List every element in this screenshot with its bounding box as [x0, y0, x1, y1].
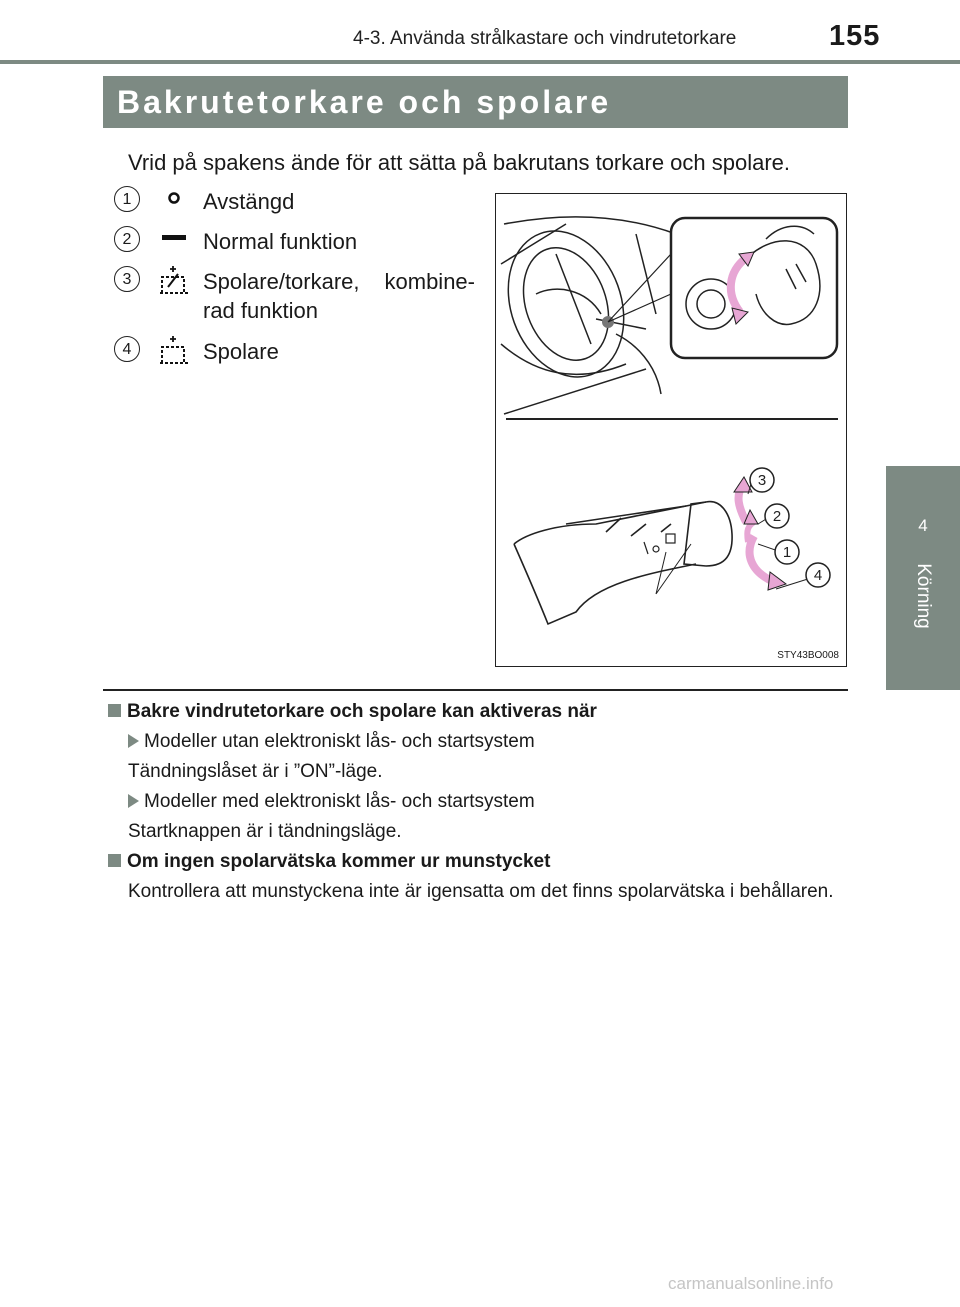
running-header-section: 4-3. Använda strålkastare och vindrutetorkare	[353, 28, 737, 49]
triangle-bullet-icon	[128, 734, 139, 748]
note-heading-text: Bakre vindrutetorkare och spolare kan aktiveras när	[127, 701, 597, 722]
callout-label: 1	[782, 544, 792, 561]
item-text: Normal funktion	[203, 229, 358, 254]
normal-symbol-icon	[154, 226, 190, 254]
washer-wiper-symbol-icon	[154, 266, 190, 294]
triangle-bullet-icon	[128, 794, 139, 808]
item-number: 2	[114, 226, 140, 252]
item-text: Spolare	[203, 339, 279, 364]
lever-markings	[644, 534, 675, 554]
position-list	[114, 186, 474, 376]
note-bullet-text: Modeller utan elektroniskt lås- och startsystem	[144, 731, 535, 752]
note-heading	[108, 700, 848, 724]
item-number: 4	[114, 336, 140, 362]
note-heading-text: Om ingen spolarvätska kommer ur munstycket	[127, 851, 551, 872]
list-item	[114, 336, 474, 376]
note-heading	[108, 850, 848, 874]
chapter-label: Körning	[913, 563, 934, 629]
list-item	[114, 186, 474, 226]
square-bullet-icon	[108, 704, 121, 717]
section-rule	[103, 689, 848, 691]
callout-label: 3	[757, 472, 767, 489]
page-number: 155	[829, 20, 881, 52]
callout-label: 4	[813, 567, 823, 584]
note-paragraph: Kontrollera att munstyckena inte är igensatta om det finns spolarvätska i behållaren.	[128, 881, 834, 902]
item-text: Avstängd	[203, 189, 295, 214]
list-item	[114, 226, 474, 266]
header-rule	[0, 60, 960, 64]
item-text: Spolare/torkare, kombine-rad funktion	[203, 269, 475, 323]
callout-label: 2	[772, 508, 782, 525]
chapter-side-tab[interactable]	[886, 466, 960, 690]
note-bullet	[128, 730, 848, 754]
dashboard-sketch	[496, 215, 676, 414]
figure-code: STY43BO008	[777, 650, 839, 661]
lever-illustration	[495, 193, 847, 667]
note-bullet-text: Modeller med elektroniskt lås- och startsystem	[144, 791, 535, 812]
square-bullet-icon	[108, 854, 121, 867]
item-number: 3	[114, 266, 140, 292]
note-paragraph: Tändningslåset är i ”ON”-läge.	[128, 761, 383, 782]
zoom-inset	[671, 218, 837, 358]
list-item	[114, 266, 474, 336]
section-title: Bakrutetorkare och spolare	[103, 76, 848, 128]
illustration-drawing	[496, 194, 847, 667]
off-symbol-icon	[154, 186, 190, 214]
item-number: 1	[114, 186, 140, 212]
lever-drawing	[514, 502, 732, 624]
note-bullet	[128, 790, 848, 814]
chapter-number: 4	[918, 516, 928, 535]
watermark[interactable]: carmanualsonline.info	[668, 1274, 834, 1293]
note-paragraph: Startknappen är i tändningsläge.	[128, 821, 402, 842]
notes-section	[108, 700, 848, 910]
washer-symbol-icon	[154, 336, 190, 364]
intro-text: Vrid på spakens ände för att sätta på bakrutans torkare och spolare.	[128, 150, 791, 175]
